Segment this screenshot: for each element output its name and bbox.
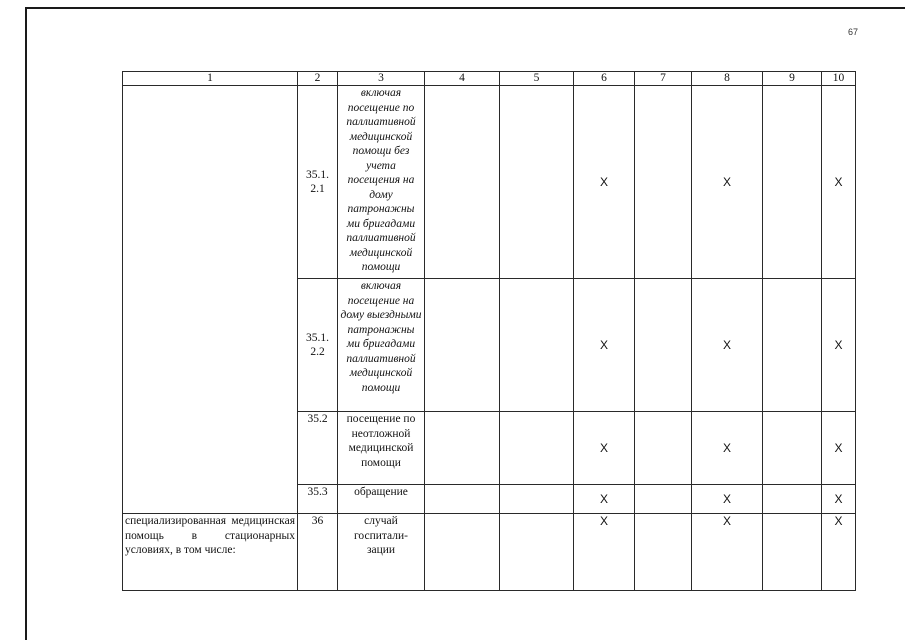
cell-col6: X — [574, 514, 635, 591]
row-code: 35.2 — [298, 412, 338, 485]
cell-col10: X — [822, 514, 856, 591]
cell-col5 — [500, 514, 574, 591]
row-unit: посещение по неотложной медицинской помощи — [338, 412, 425, 485]
cell-col6: X — [574, 279, 635, 412]
cell-col5 — [500, 485, 574, 514]
header-cell: 5 — [500, 72, 574, 86]
cell-col7 — [635, 514, 692, 591]
header-cell: 1 — [123, 72, 298, 86]
page-number: 67 — [848, 27, 859, 37]
row-label: специализированная медицинская помощь в стационарных условиях, в том числе: — [123, 514, 298, 591]
merged-label-cell — [123, 86, 298, 514]
cell-col8: X — [692, 279, 763, 412]
scan-border-top — [25, 7, 905, 9]
row-unit: включая посещение по паллиативной медицинской помощи без учета посещения на дому патронажны ми бригадами паллиативной медицинской помощи — [338, 86, 425, 279]
header-cell: 7 — [635, 72, 692, 86]
row-code: 35.1. 2.2 — [298, 279, 338, 412]
cell-col7 — [635, 485, 692, 514]
row-code: 35.1. 2.1 — [298, 86, 338, 279]
cell-col7 — [635, 86, 692, 279]
row-code: 35.3 — [298, 485, 338, 514]
cell-col6: X — [574, 412, 635, 485]
row-unit: случай госпитали-зации — [338, 514, 425, 591]
cell-col9 — [763, 412, 822, 485]
cell-col5 — [500, 86, 574, 279]
cell-col8: X — [692, 86, 763, 279]
table-header-row — [123, 72, 856, 86]
row-unit: обращение — [338, 485, 425, 514]
cell-col10: X — [822, 86, 856, 279]
cell-col9 — [763, 86, 822, 279]
cell-col9 — [763, 514, 822, 591]
header-cell: 4 — [425, 72, 500, 86]
cell-col5 — [500, 412, 574, 485]
cell-col9 — [763, 485, 822, 514]
cell-col8: X — [692, 514, 763, 591]
cell-col8: X — [692, 485, 763, 514]
header-cell: 10 — [822, 72, 856, 86]
cell-col9 — [763, 279, 822, 412]
header-cell: 6 — [574, 72, 635, 86]
cell-col4 — [425, 514, 500, 591]
cell-col10: X — [822, 279, 856, 412]
cell-col4 — [425, 485, 500, 514]
cell-col4 — [425, 279, 500, 412]
row-unit: включая посещение на дому выездными патронажны ми бригадами паллиативной медицинской помощи — [338, 279, 425, 412]
header-cell: 2 — [298, 72, 338, 86]
cell-col6: X — [574, 86, 635, 279]
cell-col5 — [500, 279, 574, 412]
row-code: 36 — [298, 514, 338, 591]
table-row — [123, 514, 856, 591]
cell-col7 — [635, 412, 692, 485]
cell-col10: X — [822, 485, 856, 514]
table-row — [123, 86, 856, 279]
cell-col8: X — [692, 412, 763, 485]
cell-col7 — [635, 279, 692, 412]
header-cell: 9 — [763, 72, 822, 86]
cell-col10: X — [822, 412, 856, 485]
cell-col4 — [425, 86, 500, 279]
header-cell: 3 — [338, 72, 425, 86]
data-table — [122, 71, 856, 591]
cell-col6: X — [574, 485, 635, 514]
scan-border-left — [25, 7, 27, 640]
cell-col4 — [425, 412, 500, 485]
header-cell: 8 — [692, 72, 763, 86]
